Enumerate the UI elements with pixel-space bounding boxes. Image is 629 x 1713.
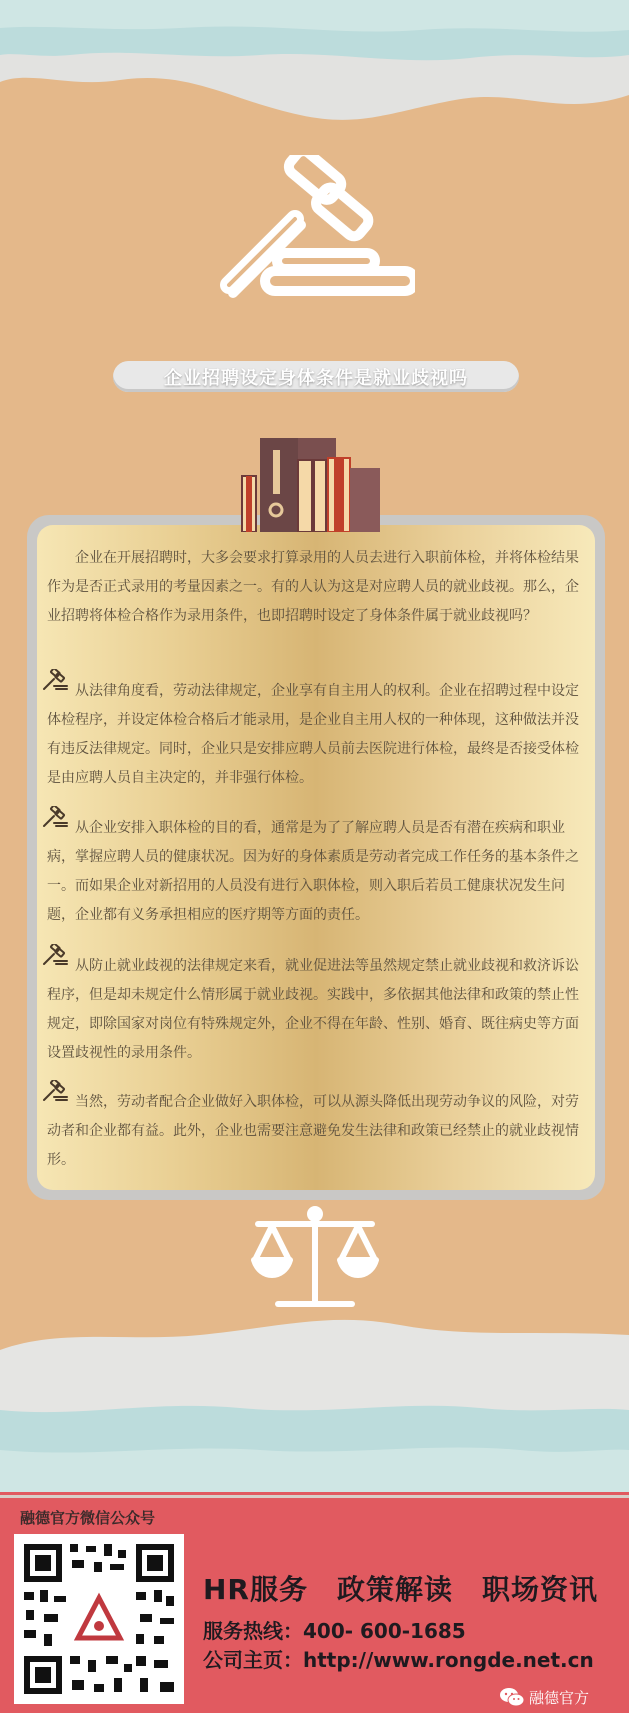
footer-hotline: 服务热线：400- 600-1685 bbox=[203, 1619, 466, 1643]
wechat-watermark bbox=[499, 1686, 589, 1708]
scale-icon bbox=[250, 1206, 380, 1321]
footer-divider bbox=[0, 1495, 629, 1498]
paragraph-purpose-view: 从企业安排入职体检的目的看，通常是为了了解应聘人员是否有潜在疾病和职业病，掌握应聘人员的健康状况。因为好的身体素质是劳动者完成工作任务的基本条件之一。而如果企业对新招用的人员没有进行入职体检，则入职后若员工健康状况发生问题，企业都有义务承担相应的医疗期等方面的责任。 bbox=[47, 820, 579, 923]
footer-services: HR服务 政策解读 职场资讯 bbox=[203, 1573, 598, 1606]
paragraph-legal-view: 从法律角度看，劳动法律规定，企业享有自主用人的权利。企业在招聘过程中设定体检程序，并设定体检合格后才能录用，是企业自主用人权的一种体现，这种做法并没有违反法律规定。同时，企业只是安排应聘人员前去医院进行体检，最终是否接受体检是由应聘人员自主决定的，并非强行体检。 bbox=[47, 683, 579, 786]
wechat-account-name: 融德官方 bbox=[529, 1688, 590, 1707]
books-icon bbox=[238, 436, 398, 532]
paragraph-conclusion: 当然，劳动者配合企业做好入职体检，可以从源头降低出现劳动争议的风险，对劳动者和企业都有益。此外，企业也需要注意避免发生法律和政策已经禁止的就业歧视情形。 bbox=[47, 1094, 579, 1168]
article-title: 企业招聘设定身体条件是就业歧视吗 bbox=[164, 367, 468, 389]
bottom-wave-background bbox=[0, 1300, 629, 1500]
wechat-icon bbox=[499, 1686, 525, 1708]
paragraph-intro: 企业在开展招聘时，大多会要求打算录用的人员去进行入职前体检，并将体检结果作为是否正式录用的考量因素之一。有的人认为这是对应聘人员的就业歧视。那么，企业招聘将体检合格作为录用条件，也即招聘时设定了身体条件属于就业歧视吗？ bbox=[47, 550, 579, 624]
qr-code-icon[interactable] bbox=[14, 1534, 184, 1704]
footer-account-label: 融德官方微信公众号 bbox=[20, 1509, 156, 1527]
article-title-banner bbox=[113, 361, 519, 392]
gavel-icon bbox=[215, 155, 415, 305]
footer-homepage[interactable]: 公司主页：http://www.rongde.net.cn bbox=[203, 1648, 594, 1672]
top-wave-background bbox=[0, 0, 629, 140]
paragraph-discrimination-law: 从防止就业歧视的法律规定来看，就业促进法等虽然规定禁止就业歧视和救济诉讼程序，但是却未规定什么情形属于就业歧视。实践中，多依据其他法律和政策的禁止性规定，即除国家对岗位有特殊规定外，企业不得在年龄、性别、婚育、既往病史等方面设置歧视性的录用条件。 bbox=[47, 958, 579, 1061]
